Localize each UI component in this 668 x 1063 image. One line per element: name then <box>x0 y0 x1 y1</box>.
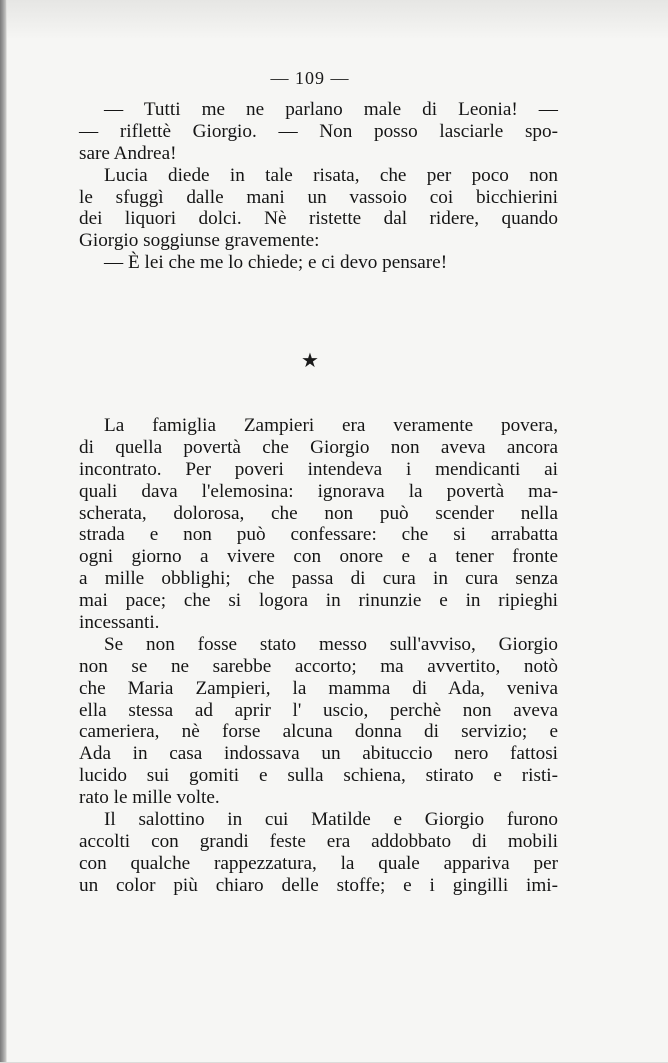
text-line: strada e non può confessare: che si arrabatta <box>79 524 558 546</box>
text-block-narrative <box>79 415 558 897</box>
text-line: le sfuggì dalle mani un vassoio coi bicchierini <box>79 186 558 208</box>
text-line: scherata, dolorosa, che non può scender nella <box>79 502 558 524</box>
page-number: — 109 — <box>270 68 350 88</box>
text-line: sare Andrea! <box>79 142 177 164</box>
text-line: rato le mille volte. <box>79 787 220 809</box>
text-line: lucido sui gomiti e sulla schiena, stirato e risti- <box>79 765 558 787</box>
text-line: incontrato. Per poveri intendeva i mendicanti ai <box>79 458 558 480</box>
text-line: Lucia diede in tale risata, che per poco non <box>104 164 558 186</box>
text-line: accolti con grandi feste era addobbato di mobili <box>79 830 558 852</box>
scan-shading <box>0 0 668 40</box>
text-block-dialogue <box>79 99 558 274</box>
text-line: Il salottino in cui Matilde e Giorgio furono <box>104 809 558 831</box>
text-line: dei liquori dolci. Nè ristette dal ridere, quando <box>79 208 558 230</box>
text-line: Se non fosse stato messo sull'avviso, Giorgio <box>104 633 558 655</box>
text-line: che Maria Zampieri, la mamma di Ada, veniva <box>79 677 558 699</box>
binding-edge <box>0 0 7 1063</box>
text-line: — Tutti me ne parlano male di Leonia! — <box>104 99 558 120</box>
text-line: Giorgio soggiunse gravemente: <box>79 230 320 252</box>
text-line: ogni giorno a vivere con onore e a tener fronte <box>79 546 558 568</box>
text-line: a mille obblighi; che passa di cura in cura senza <box>79 568 558 590</box>
text-line: un color più chiaro delle stoffe; e i gingilli imi- <box>79 874 558 896</box>
text-line: incessanti. <box>79 612 160 634</box>
section-separator-star-icon: ★ <box>301 350 319 372</box>
text-line: non se ne sarebbe accorto; ma avvertito, notò <box>79 655 558 677</box>
text-line: — riflettè Giorgio. — Non posso lasciarle spo- <box>79 120 558 142</box>
text-line: La famiglia Zampieri era veramente povera, <box>104 415 558 436</box>
text-line: con qualche rappezzatura, la quale appariva per <box>79 852 558 874</box>
text-line: mai pace; che si logora in rinunzie e in ripieghi <box>79 590 558 612</box>
text-line: di quella povertà che Giorgio non aveva ancora <box>79 436 558 458</box>
text-line: cameriera, nè forse alcuna donna di servizio; e <box>79 721 558 743</box>
text-line: quali dava l'elemosina: ignorava la povertà ma- <box>79 480 558 502</box>
text-line: ella stessa ad aprir l' uscio, perchè non aveva <box>79 699 558 721</box>
text-line: — È lei che me lo chiede; e ci devo pensare! <box>104 252 448 274</box>
text-line: Ada in casa indossava un abituccio nero fattosi <box>79 743 558 765</box>
